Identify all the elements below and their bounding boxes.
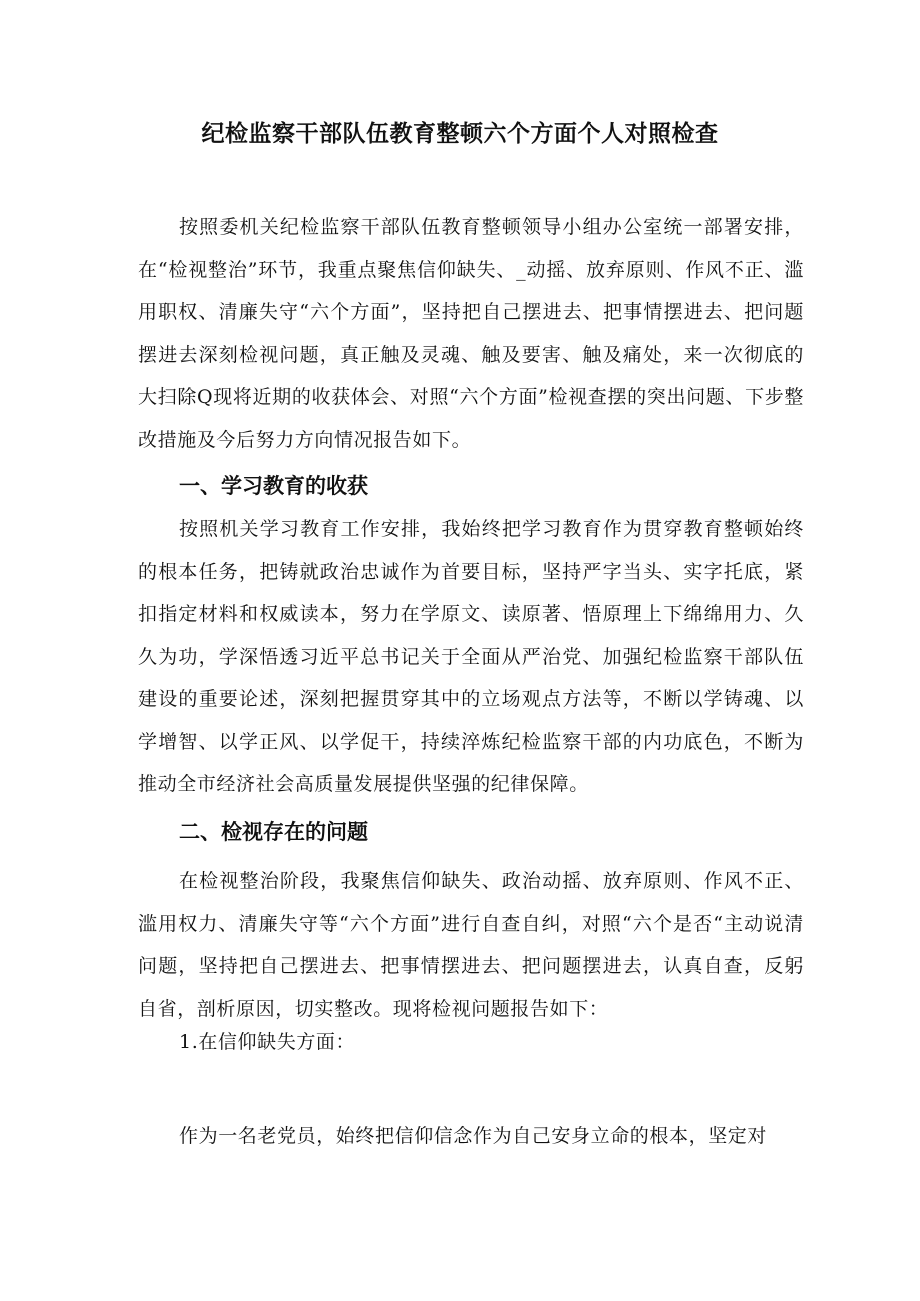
learning-gains-paragraph: 按照机关学习教育工作安排，我始终把学习教育作为贯穿教育整顿始终的根本任务，把铸就政治忠诚作为首要目标，坚持严字当头、实字托底，紧扣指定材料和权威读本，努力在学原文、读原著、悟原理上下绵绵用力、久久为功，学深悟透习近平总书记关于全面从严治党、加强纪检监察干部队伍建设的重要论述，深刻把握贯穿其中的立场观点方法等，不断以学铸魂、以学增智、以学正风、以学促干，持续淬炼纪检监察干部的内功底色，不断为推动全市经济社会高质量发展提供坚强的纪律保障。 xyxy=(138,518,804,795)
section-heading-learning-gains: 一、学习教育的收获 xyxy=(179,474,368,498)
item-1-paragraph: 作为一名老党员，始终把信仰信念作为自己安身立命的根本，坚定对 xyxy=(179,1125,768,1147)
document-title: 纪检监察干部队伍教育整顿六个方面个人对照检查 xyxy=(201,121,719,147)
item-1-label: 1.在信仰缺失方面： xyxy=(179,1031,356,1053)
intro-paragraph: 按照委机关纪检监察干部队伍教育整顿领导小组办公室统一部署安排，在“检视整治”环节，我重点聚焦信仰缺失、_动摇、放弃原则、作风不正、滥用职权、清廉失守“六个方面”，坚持把自己摆进去、把事情摆进去、把问题摆进去深刻检视问题，真正触及灵魂、触及要害、触及痛处，来一次彻底的大扫除Q现将近期的收获体会、对照“六个方面”检视查摆的突出问题、下步整改措施及今后努力方向情况报告如下。 xyxy=(138,216,804,451)
problems-paragraph: 在检视整治阶段，我聚焦信仰缺失、政治动摇、放弃原则、作风不正、滥用权力、清廉失守等“六个方面”进行自查自纠，对照“六个是否“主动说清问题，坚持把自己摆进去、把事情摆进去、把问题摆进去，认真自查，反躬自省，剖析原因，切实整改。现将检视问题报告如下： xyxy=(138,870,804,1020)
section-heading-problems: 二、检视存在的问题 xyxy=(179,820,368,844)
